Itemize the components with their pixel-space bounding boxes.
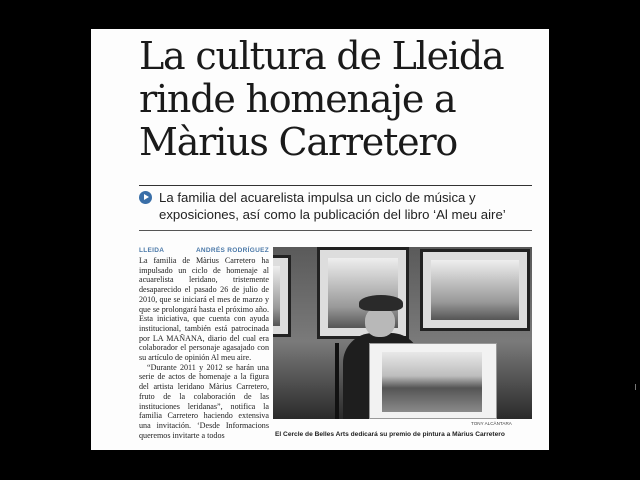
framed-watercolor-left (273, 255, 291, 337)
photo-credit: TONY ALCÀNTARA (471, 421, 512, 426)
subheadline-block (139, 185, 532, 223)
byline (139, 247, 269, 254)
article-body (139, 256, 269, 440)
framed-watercolor-right (420, 249, 530, 331)
headline-line-3: Màrius Carretero (139, 120, 458, 164)
newspaper-clipping (91, 29, 549, 450)
edge-mark (635, 384, 636, 390)
divider (139, 230, 532, 231)
play-circle-icon (139, 191, 152, 204)
location-label: LLEIDA (139, 247, 165, 254)
paragraph-1: La familia de Màrius Carretero ha impulsado un ciclo de homenaje al acuarelista leridano, tristemente desaparecido el pasado 26 de julio de 2010, que se iniciará el mes de marzo y que se prolongará hasta el próximo año. Esta iniciativa, que cuenta con ayuda institucional, también está patrocinada por LA MAÑANA, diario del cual era colaborador el personaje agasajado con su artículo de opinión Al meu aire. (139, 256, 269, 363)
article-photo (273, 247, 532, 419)
headline (139, 35, 539, 164)
photo-caption: El Cercle de Belles Arts dedicará su premio de pintura a Màrius Carretero (275, 431, 505, 438)
headline-line-1: La cultura de Lleida (139, 34, 504, 78)
subheadline: La familia del acuarelista impulsa un ciclo de música y exposiciones, así como la publicación del libro ‘Al meu aire’ (159, 190, 506, 222)
walking-cane (335, 343, 339, 419)
held-watercolor (369, 343, 497, 419)
author-name: ANDRÉS RODRÍGUEZ (195, 247, 269, 254)
headline-line-2: rinde homenaje a (139, 77, 456, 121)
paragraph-2: “Durante 2011 y 2012 se harán una serie de actos de homenaje a la figura del artista leridano Màrius Carretero, fruto de la colaboración de las instituciones leridanas”, notifica la familia Carretero haciendo extensiva una invitación. ‘Desde Informacions queremos invitarte a todos (139, 362, 269, 440)
